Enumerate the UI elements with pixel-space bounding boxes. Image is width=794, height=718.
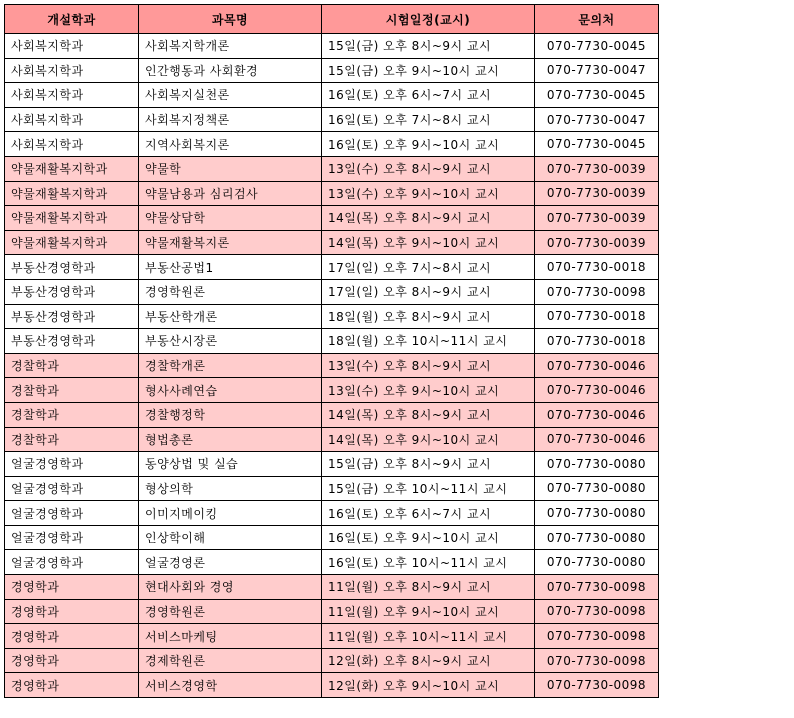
table-row <box>5 279 659 304</box>
cell-schedule: 17일(일) 오후 7시~8시 교시 <box>322 255 535 280</box>
cell-course: 서비스마케팅 <box>139 624 322 649</box>
cell-dept: 경영학과 <box>5 599 139 624</box>
cell-course: 부동산공법1 <box>139 255 322 280</box>
cell-contact: 070-7730-0047 <box>535 58 659 83</box>
table-row <box>5 501 659 526</box>
table-row <box>5 378 659 403</box>
table-row <box>5 402 659 427</box>
table-row <box>5 181 659 206</box>
cell-course: 형상의학 <box>139 476 322 501</box>
table-row <box>5 550 659 575</box>
table-row <box>5 673 659 698</box>
cell-contact: 070-7730-0018 <box>535 255 659 280</box>
cell-schedule: 18일(월) 오후 8시~9시 교시 <box>322 304 535 329</box>
cell-schedule: 13일(수) 오후 8시~9시 교시 <box>322 353 535 378</box>
cell-course: 얼굴경영론 <box>139 550 322 575</box>
table-row <box>5 452 659 477</box>
cell-course: 약물학 <box>139 156 322 181</box>
header-row <box>5 5 659 34</box>
cell-dept: 얼굴경영학과 <box>5 550 139 575</box>
cell-schedule: 11일(월) 오후 10시~11시 교시 <box>322 624 535 649</box>
cell-course: 경영학원론 <box>139 599 322 624</box>
cell-dept: 경찰학과 <box>5 378 139 403</box>
cell-schedule: 13일(수) 오후 9시~10시 교시 <box>322 378 535 403</box>
cell-course: 이미지메이킹 <box>139 501 322 526</box>
cell-contact: 070-7730-0039 <box>535 206 659 231</box>
cell-dept: 부동산경영학과 <box>5 255 139 280</box>
cell-contact: 070-7730-0047 <box>535 107 659 132</box>
header-contact: 문의처 <box>535 5 659 34</box>
cell-course: 경영학원론 <box>139 279 322 304</box>
cell-dept: 얼굴경영학과 <box>5 476 139 501</box>
cell-course: 인상학이해 <box>139 525 322 550</box>
cell-schedule: 14일(목) 오후 8시~9시 교시 <box>322 402 535 427</box>
table-row <box>5 525 659 550</box>
cell-schedule: 16일(토) 오후 9시~10시 교시 <box>322 132 535 157</box>
cell-course: 형사사례연습 <box>139 378 322 403</box>
cell-contact: 070-7730-0098 <box>535 624 659 649</box>
cell-dept: 부동산경영학과 <box>5 279 139 304</box>
cell-schedule: 14일(목) 오후 9시~10시 교시 <box>322 230 535 255</box>
header-schedule: 시험일정(교시) <box>322 5 535 34</box>
cell-contact: 070-7730-0046 <box>535 427 659 452</box>
cell-dept: 사회복지학과 <box>5 58 139 83</box>
table-row <box>5 58 659 83</box>
table-row <box>5 599 659 624</box>
cell-contact: 070-7730-0039 <box>535 230 659 255</box>
cell-course: 지역사회복지론 <box>139 132 322 157</box>
cell-schedule: 11일(월) 오후 8시~9시 교시 <box>322 575 535 600</box>
cell-course: 동양상법 및 실습 <box>139 452 322 477</box>
cell-schedule: 17일(일) 오후 8시~9시 교시 <box>322 279 535 304</box>
cell-course: 사회복지정책론 <box>139 107 322 132</box>
cell-contact: 070-7730-0098 <box>535 279 659 304</box>
table-row <box>5 648 659 673</box>
cell-course: 약물재활복지론 <box>139 230 322 255</box>
table-row <box>5 624 659 649</box>
table-row <box>5 230 659 255</box>
cell-course: 형법총론 <box>139 427 322 452</box>
cell-dept: 약물재활복지학과 <box>5 181 139 206</box>
cell-schedule: 13일(수) 오후 9시~10시 교시 <box>322 181 535 206</box>
cell-dept: 사회복지학과 <box>5 83 139 108</box>
cell-contact: 070-7730-0080 <box>535 452 659 477</box>
cell-schedule: 13일(수) 오후 8시~9시 교시 <box>322 156 535 181</box>
cell-schedule: 16일(토) 오후 6시~7시 교시 <box>322 83 535 108</box>
cell-dept: 부동산경영학과 <box>5 304 139 329</box>
cell-schedule: 15일(금) 오후 8시~9시 교시 <box>322 452 535 477</box>
cell-dept: 약물재활복지학과 <box>5 206 139 231</box>
cell-schedule: 12일(화) 오후 8시~9시 교시 <box>322 648 535 673</box>
cell-contact: 070-7730-0098 <box>535 673 659 698</box>
cell-contact: 070-7730-0080 <box>535 525 659 550</box>
cell-dept: 경찰학과 <box>5 402 139 427</box>
cell-dept: 약물재활복지학과 <box>5 230 139 255</box>
cell-schedule: 16일(토) 오후 9시~10시 교시 <box>322 525 535 550</box>
cell-dept: 사회복지학과 <box>5 107 139 132</box>
table-row <box>5 132 659 157</box>
cell-course: 경찰행정학 <box>139 402 322 427</box>
cell-dept: 경영학과 <box>5 575 139 600</box>
table-row <box>5 34 659 59</box>
cell-contact: 070-7730-0045 <box>535 132 659 157</box>
cell-contact: 070-7730-0098 <box>535 599 659 624</box>
cell-schedule: 16일(토) 오후 6시~7시 교시 <box>322 501 535 526</box>
cell-contact: 070-7730-0045 <box>535 34 659 59</box>
cell-contact: 070-7730-0080 <box>535 476 659 501</box>
table-row <box>5 329 659 354</box>
cell-dept: 경찰학과 <box>5 353 139 378</box>
cell-schedule: 16일(토) 오후 10시~11시 교시 <box>322 550 535 575</box>
table-row <box>5 575 659 600</box>
cell-contact: 070-7730-0046 <box>535 378 659 403</box>
cell-course: 사회복지실천론 <box>139 83 322 108</box>
cell-schedule: 15일(금) 오후 8시~9시 교시 <box>322 34 535 59</box>
cell-contact: 070-7730-0098 <box>535 575 659 600</box>
cell-schedule: 18일(월) 오후 10시~11시 교시 <box>322 329 535 354</box>
cell-contact: 070-7730-0018 <box>535 329 659 354</box>
cell-course: 인간행동과 사회환경 <box>139 58 322 83</box>
cell-schedule: 14일(목) 오후 8시~9시 교시 <box>322 206 535 231</box>
table-row <box>5 304 659 329</box>
cell-schedule: 12일(화) 오후 9시~10시 교시 <box>322 673 535 698</box>
cell-course: 약물남용과 심리검사 <box>139 181 322 206</box>
cell-course: 약물상담학 <box>139 206 322 231</box>
cell-course: 경찰학개론 <box>139 353 322 378</box>
table-row <box>5 476 659 501</box>
cell-dept: 경영학과 <box>5 673 139 698</box>
cell-contact: 070-7730-0080 <box>535 550 659 575</box>
cell-contact: 070-7730-0046 <box>535 402 659 427</box>
table-row <box>5 255 659 280</box>
cell-course: 사회복지학개론 <box>139 34 322 59</box>
cell-schedule: 15일(금) 오후 9시~10시 교시 <box>322 58 535 83</box>
cell-course: 부동산학개론 <box>139 304 322 329</box>
cell-contact: 070-7730-0046 <box>535 353 659 378</box>
cell-contact: 070-7730-0045 <box>535 83 659 108</box>
cell-contact: 070-7730-0080 <box>535 501 659 526</box>
table-row <box>5 206 659 231</box>
cell-schedule: 11일(월) 오후 9시~10시 교시 <box>322 599 535 624</box>
cell-dept: 경영학과 <box>5 648 139 673</box>
cell-schedule: 14일(목) 오후 9시~10시 교시 <box>322 427 535 452</box>
cell-dept: 사회복지학과 <box>5 132 139 157</box>
cell-contact: 070-7730-0018 <box>535 304 659 329</box>
cell-course: 경제학원론 <box>139 648 322 673</box>
header-course: 과목명 <box>139 5 322 34</box>
table-row <box>5 83 659 108</box>
cell-course: 현대사회와 경영 <box>139 575 322 600</box>
header-dept: 개설학과 <box>5 5 139 34</box>
cell-dept: 얼굴경영학과 <box>5 452 139 477</box>
table-row <box>5 427 659 452</box>
table-row <box>5 156 659 181</box>
cell-contact: 070-7730-0039 <box>535 156 659 181</box>
cell-contact: 070-7730-0039 <box>535 181 659 206</box>
cell-dept: 경찰학과 <box>5 427 139 452</box>
cell-dept: 부동산경영학과 <box>5 329 139 354</box>
cell-course: 부동산시장론 <box>139 329 322 354</box>
table-row <box>5 353 659 378</box>
table-row <box>5 107 659 132</box>
cell-dept: 얼굴경영학과 <box>5 501 139 526</box>
cell-dept: 경영학과 <box>5 624 139 649</box>
cell-dept: 사회복지학과 <box>5 34 139 59</box>
cell-dept: 얼굴경영학과 <box>5 525 139 550</box>
cell-contact: 070-7730-0098 <box>535 648 659 673</box>
cell-schedule: 16일(토) 오후 7시~8시 교시 <box>322 107 535 132</box>
cell-schedule: 15일(금) 오후 10시~11시 교시 <box>322 476 535 501</box>
exam-schedule-table <box>4 4 659 698</box>
cell-course: 서비스경영학 <box>139 673 322 698</box>
cell-dept: 약물재활복지학과 <box>5 156 139 181</box>
